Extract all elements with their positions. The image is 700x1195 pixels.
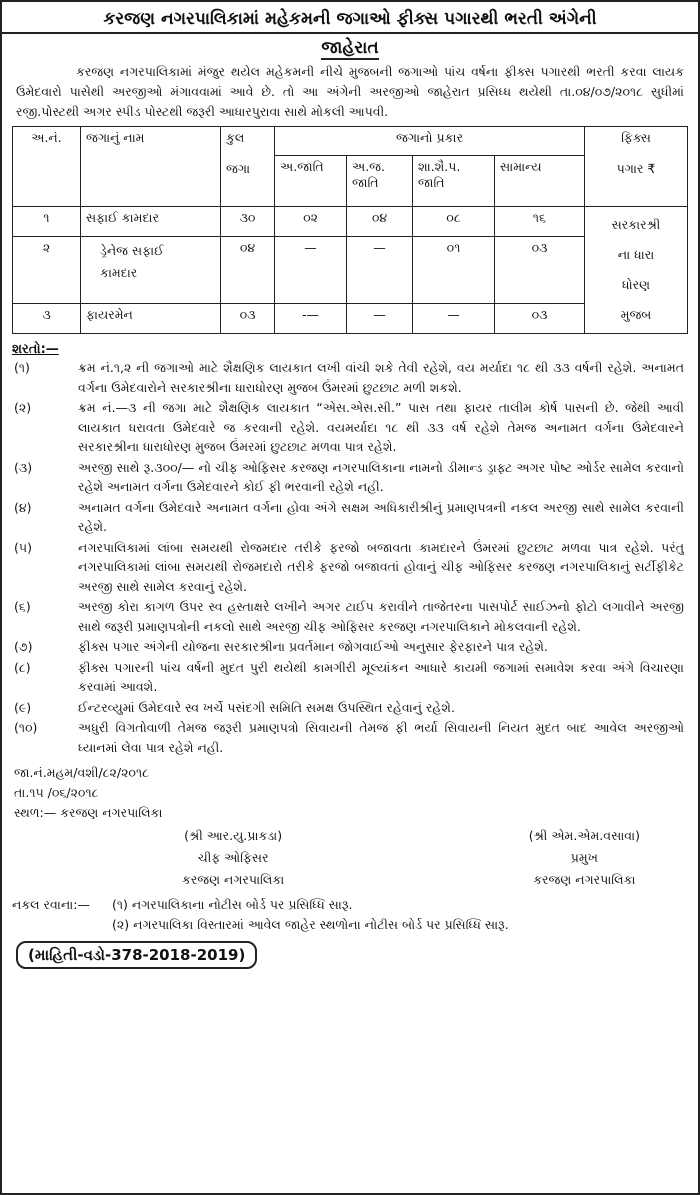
term-number: (૨) [14, 400, 32, 415]
row-post: સફાઈ કામદાર [81, 207, 221, 237]
signatory-office: કરજણ નગરપાલિકા [533, 872, 636, 887]
issue-place: સ્થળ:— કરજણ નગરપાલિકા [14, 805, 163, 820]
signatory-chief-officer [182, 825, 284, 891]
term-text: અરજી કોરા કાગળ ઉપર સ્વ હસ્તાક્ષરે લખીને અગર ટાઈપ કરાવીને તાજેતરના પાસપોર્ટ સાઈઝનો ફોટો લગાવીને અરજી સાથે જરૂરી પ્રમાણપત્રોની નકલો સાથે અરજી ચીફ ઓફિસર કરજણ નગરપાલિકાને મોકલવાની રહેશે. [78, 599, 684, 634]
copy-to [12, 895, 688, 935]
term-number: (૫) [14, 539, 32, 555]
term-text: ક્રમ નં.—૩ ની જગા માટે શૈક્ષણિક લાયકાત “એસ.એસ.સી.” પાસ તથા ફાયર તાલીમ કોર્ષ પાસની છે. જેથી આવી લાયકાત ધરાવતા ઉમેદવારે જ કરવાની રહેશે. વયમર્યાદા ૧૮ થી ૩૩ વર્ષ રહેશે તેમજ અનામત વર્ગના ઉમેદવારને સરકારશ્રીના ધારાધોરણ મુજબ ઉંમરમાં છુટછાટ મળવા પાત્ર રહેશે. [78, 400, 684, 454]
col-header-total: કુલ જગા [221, 127, 275, 207]
row-general: ૧૬ [495, 207, 585, 237]
term-number: (૧૦) [14, 720, 38, 735]
signatory-president [529, 825, 640, 891]
term-number: (૭) [14, 639, 33, 654]
page-title: કરજણ નગરપાલિકામાં મહેકમની જગાઓ ફીક્સ પગારથી ભરતી અંગેની [2, 8, 698, 34]
term-number: (૬) [14, 599, 31, 614]
intro-paragraph: કરજણ નગરપાલિકામાં મંજુર થયેલ મહેકમની નીચે મુજબની જગાઓ પાંચ વર્ષના ફીક્સ પગારથી ભરતી કરવા લાયક ઉમેદવારો પાસેથી અરજીઓ મંગાવવામાં આવે છે. તો આ અંગેની અરજીઓ જાહેરાત પ્રસિધ્ધ થયેથી તા.૦૪/૦૭/૨૦૧૮ સુધીમાં રજી.પોસ્ટથી અગર સ્પીડ પોસ્ટથી જરૂરી આધારપુરાવા સાથે મોકલી આપવી. [16, 64, 684, 119]
term-text: અનામત વર્ગના ઉમેદવારે અનામત વર્ગના હોવા અંગે સક્ષમ અધિકારીશ્રીનું પ્રમાણપત્રની નકલ અરજી સાથે સામેલ કરવાની રહેશે. [78, 499, 684, 534]
row-sc: -— [275, 303, 347, 333]
page-subtitle [12, 36, 688, 60]
posts-table [12, 126, 688, 334]
row-sebc: — [413, 303, 495, 333]
term-item [12, 698, 688, 718]
row-sr: ૩ [13, 303, 81, 333]
row-st: — [347, 303, 413, 333]
row-sc: — [275, 237, 347, 304]
term-number: (૯) [14, 699, 32, 715]
term-text: નગરપાલિકામાં લાંબા સમયથી રોજમદાર તરીકે ફરજો બજાવતા કામદારને ઉંમરમાં છુટછાટ મળવા પાત્ર રહેશે. પરંતુ નગરપાલિકામાં લાંબા સમયથી રોજમદારો તરીકે ફરજો બજાવતાં હોવાનું ચીફ ઓફિસર કરજણ નગરપાલિકાનું સર્ટીફીકેટ અરજી સાથે સામેલ કરવાનું રહેશે. [78, 539, 684, 594]
copy-to-item: (૧) નગરપાલિકાના નોટીસ બોર્ડ પર પ્રસિધ્ધિ સારૂ. [112, 897, 353, 912]
term-number: (૮) [14, 659, 31, 675]
row-post: ડ્રેનેજ સફાઈ કામદાર [81, 237, 221, 304]
term-text: અધુરી વિગતોવાળી તેમજ જરૂરી પ્રમાણપત્રો સિવાયની તેમજ ફી ભર્યા સિવાયની નિયત મુદત બાદ આવેલ અરજીઓ ધ્યાનમાં લેવા પાત્ર રહેશે નહી. [78, 720, 684, 755]
row-sebc: ૦૮ [413, 207, 495, 237]
row-sc: ૦૨ [275, 207, 347, 237]
term-item [12, 538, 688, 597]
subtitle-text: જાહેરાત [321, 38, 379, 58]
pay-cell: સરકારશ્રી ના ધારા ધોરણ મુજબ [585, 207, 688, 334]
term-text: ક્રમ નં.૧,૨ ની જગાઓ માટે શૈક્ષણિક લાયકાત લખી વાંચી શકે તેવી રહેશે, વય મર્યાદા ૧૮ થી ૩૩ વર્ષની રહેશે. અનામત વર્ગના ઉમેદવારોને સરકારશ્રીના ધારાધોરણ મુજબ ઉંમરમાં છુટછાટ મળી શકશે. [78, 360, 684, 395]
row-total: ૦૪ [221, 237, 275, 304]
term-item [12, 597, 688, 636]
term-number: (૪) [14, 499, 32, 515]
issue-date: તા.૧૫ /૦૬/૨૦૧૮ [14, 785, 99, 800]
col-header-sebc: શા.શૈ.પ. જાતિ [413, 156, 495, 207]
terms-heading: શરતો:— [12, 342, 59, 357]
col-header-type: જગાનો પ્રકાર [275, 127, 585, 156]
term-text: ફીક્સ પગારની પાંચ વર્ષની મુદત પુરી થયેથી કામગીરી મૂલ્યાંકન આધારે કાયમી જગામાં સમાવેશ કરવા અંગે વિચારણા કરવામાં આવશે. [78, 659, 684, 694]
col-header-general: સામાન્ય [495, 156, 585, 207]
col-header-sr: અ.નં. [13, 127, 81, 207]
row-total: ૦૩ [221, 303, 275, 333]
col-header-pay: ફિક્સ પગાર ₹ [585, 127, 688, 207]
term-text: અરજી સાથે રૂ.૩૦૦/— નો ચીફ ઓફિસર કરજણ નગરપાલિકાના નામનો ડીમાન્ડ ડ્રાફ્ટ અગર પોષ્ટ ઓર્ડર સામેલ કરવાનો રહેશે અનામત વર્ગના ઉમેદવારને કોઈ ફી ભરવાની રહેશે નહી. [78, 459, 684, 494]
term-item [12, 658, 688, 697]
row-st: ૦૪ [347, 207, 413, 237]
term-text: ઈન્ટરવ્યુમાં ઉમેદવારે સ્વ ખર્ચે પસંદગી સમિતિ સમક્ષ ઉપસ્થિત રહેવાનું રહેશે. [78, 699, 455, 715]
col-header-post: જગાનું નામ [81, 127, 221, 207]
term-item [12, 358, 688, 397]
row-total: ૩૦ [221, 207, 275, 237]
col-header-sc: અ.જાતિ [275, 156, 347, 207]
row-st: — [347, 237, 413, 304]
copy-to-label: નકલ રવાના:— [12, 897, 90, 912]
signatory-office: કરજણ નગરપાલિકા [182, 872, 285, 887]
term-number: (૩) [14, 459, 33, 475]
row-sebc: ૦૧ [413, 237, 495, 304]
row-general: ૦૩ [495, 303, 585, 333]
term-item [12, 637, 688, 657]
row-general: ૦૩ [495, 237, 585, 304]
copy-to-item: (૨) નગરપાલિકા વિસ્તારમાં આવેલ જાહેર સ્થળોના નોટીસ બોર્ડ પર પ્રસિધ્ધિ સારૂ. [112, 917, 509, 932]
info-department-badge: (માહિતી-વડો-378-2018-2019) [16, 941, 257, 969]
term-item [12, 458, 688, 497]
col-header-st: અ.જ. જાતિ [347, 156, 413, 207]
signatory-name: (શ્રી એમ.એમ.વસાવા) [528, 828, 640, 843]
term-number: (૧) [14, 360, 30, 375]
term-item [12, 718, 688, 757]
term-item [12, 398, 688, 457]
term-text: ફીક્સ પગાર અંગેની યોજના સરકારશ્રીના પ્રવર્તમાન જોગવાઈઓ અનુસાર ફેરફારને પાત્ર રહેશે. [78, 639, 548, 654]
signatory-designation: પ્રમુખ [570, 850, 598, 865]
signatory-name: (શ્રી આર.યુ.પ્રાકડા) [184, 828, 283, 843]
term-item [12, 498, 688, 537]
row-sr: ૨ [13, 237, 81, 304]
row-post: ફાયરમેન [81, 303, 221, 333]
signatures [12, 825, 688, 891]
reference-number: જા.નં.મહમ/વશી/૮૨/૨૦૧૮ [14, 765, 149, 780]
signatory-designation: ચીફ ઓફિસર [197, 850, 269, 865]
table-row [13, 207, 688, 237]
row-sr: ૧ [13, 207, 81, 237]
table-header-row [13, 127, 688, 156]
